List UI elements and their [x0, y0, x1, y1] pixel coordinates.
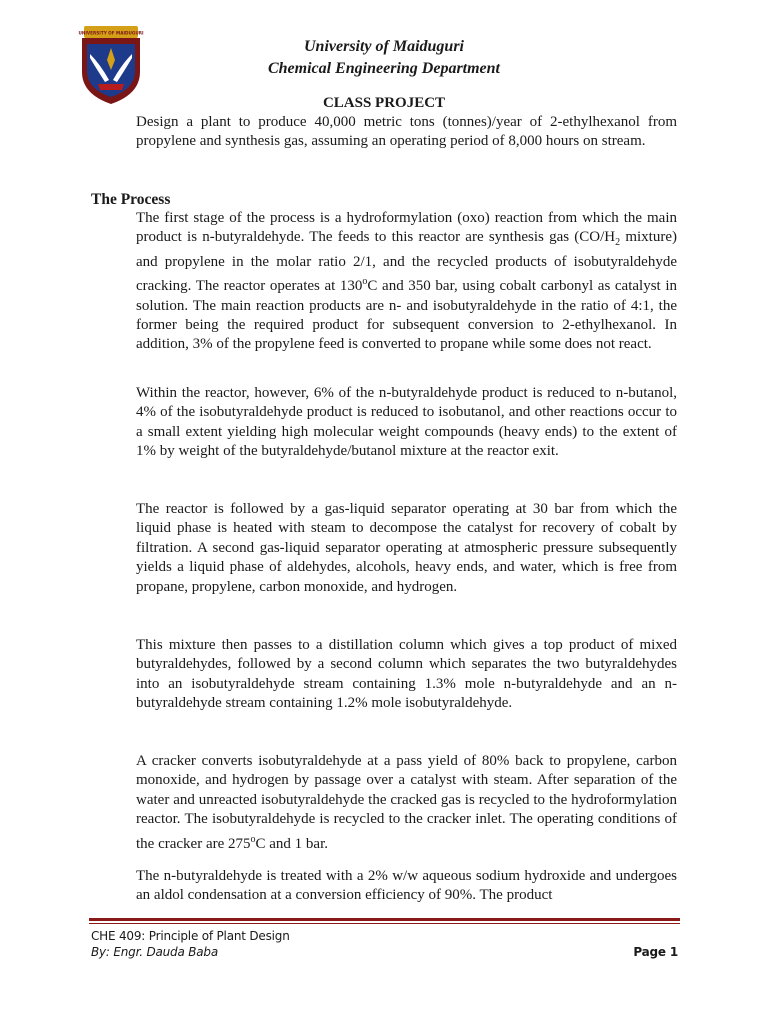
footer-rule-thin — [89, 923, 680, 924]
process-paragraph-4: This mixture then passes to a distillation column which gives a top product of mixed butyraldehydes, followed by a second column which separates the two butyraldehydes into an isobutyraldehyde stream containing 1.3% mole n-butyraldehyde and an n-butyraldehyde stream containing 1.2% mole isobutyraldehyde. — [136, 637, 677, 712]
intro-paragraph: Design a plant to produce 40,000 metric tons (tonnes)/year of 2-ethylhexanol from propylene and synthesis gas, assuming an operating period of 8,000 hours on stream. — [136, 114, 677, 150]
footer-page-number: Page 1 — [633, 945, 678, 959]
process-paragraph-2: Within the reactor, however, 6% of the n-butyraldehyde product is reduced to n-butanol, 4% of the isobutyraldehyde product is reduced to isobutanol, and other reactions occur to a small extent yielding high molecular weight compounds (heavy ends) to the extent of 1% by weight of the butyraldehyde/butanol mixture at the reactor exit. — [136, 385, 677, 460]
process-paragraph-6: The n-butyraldehyde is treated with a 2% w/w aqueous sodium hydroxide and undergoes an aldol condensation at a conversion efficiency of 90%. The product — [136, 868, 677, 904]
crest-motto-band — [98, 84, 124, 90]
p1-subscript: 2 — [615, 237, 621, 249]
project-title: CLASS PROJECT — [322, 95, 446, 111]
p5-text-b: C and 1 bar. — [255, 835, 329, 852]
footer-author: By: Engr. Dauda Baba — [91, 945, 218, 959]
university-name: University of Maiduguri — [303, 38, 464, 55]
process-paragraph-1 — [136, 209, 677, 355]
p1-text-a: The first stage of the process is a hydroformylation (oxo) reaction from which the main product is n-butyraldehyde. The feeds to this reactor are synthesis gas (CO/H — [136, 210, 677, 246]
p5-degree-superscript: o — [250, 833, 256, 845]
department-name: Chemical Engineering Department — [267, 60, 500, 77]
p1-text-c: C and 350 bar, using cobalt carbonyl as catalyst in solution. The main reaction products are n- and isobutyraldehyde in the ratio of 4:1, the former being the required product for subsequent conversion to 2-ethylhexanol. In addition, 3% of the propylene feed is converted to propane while some does not react. — [136, 278, 677, 353]
p1-degree-superscript: o — [362, 276, 368, 288]
crest-banner-text: UNIVERSITY OF MAIDUGURI — [78, 30, 144, 36]
p5-text-a: A cracker converts isobutyraldehyde at a pass yield of 80% back to propylene, carbon monoxide, and hydrogen by passage over a catalyst with steam. After separation of the water and unreacted isobutyraldehyde the cracked gas is recycled to the hydroformylation reactor. The isobutyraldehyde is recycled to the cracker inlet. The operating conditions of the cracker are 275 — [136, 753, 677, 852]
process-paragraph-5 — [136, 752, 677, 854]
process-paragraph-3: The reactor is followed by a gas-liquid separator operating at 30 bar from which the liquid phase is heated with steam to decompose the catalyst for recovery of cobalt by filtration. A second gas-liquid separator operating at atmospheric pressure subsequently yields a liquid phase of aldehydes, alcohols, heavy ends, and water, which is free from propane, propylene, carbon monoxide, and hydrogen. — [136, 501, 677, 595]
footer-course-title: CHE 409: Principle of Plant Design — [91, 929, 290, 943]
p1-text-b: mixture) and propylene in the molar ratio 2/1, and the recycled products of isobutyraldehyde cracking. The reactor operates at 130 — [136, 229, 677, 295]
section-heading: The Process — [91, 191, 171, 208]
footer-rule-thick — [89, 918, 680, 921]
